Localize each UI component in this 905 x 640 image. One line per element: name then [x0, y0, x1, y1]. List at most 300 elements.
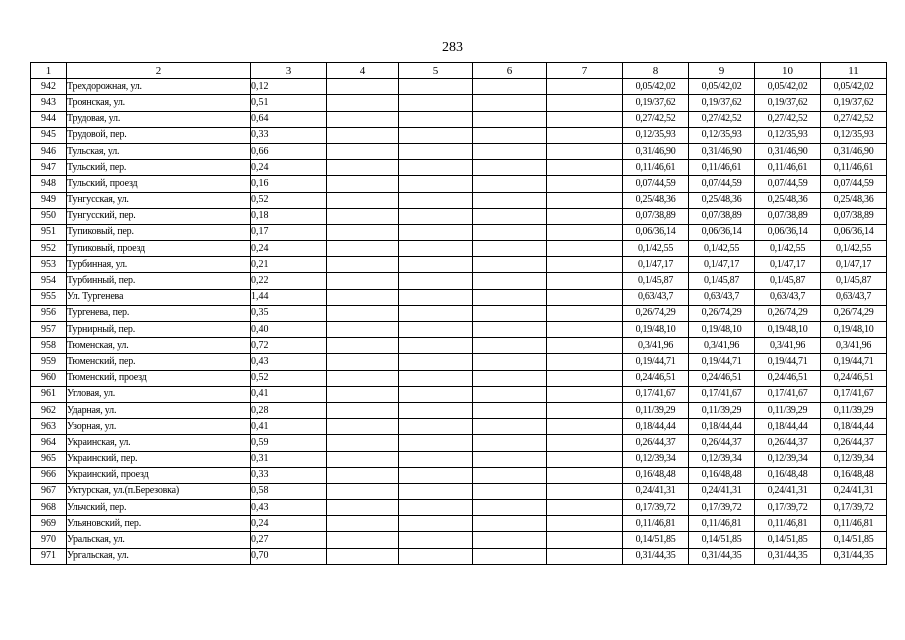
length-cell: 1,44	[251, 289, 327, 305]
length-cell: 0,24	[251, 160, 327, 176]
value-cell-col-10: 0,1/47,17	[755, 257, 821, 273]
street-name-cell: Тунгусская, ул.	[67, 192, 251, 208]
street-name-cell: Трудовая, ул.	[67, 111, 251, 127]
value-cell-col-9: 0,1/47,17	[689, 257, 755, 273]
table-row	[31, 532, 887, 548]
table-row	[31, 451, 887, 467]
street-name-cell: Трудовой, пер.	[67, 127, 251, 143]
empty-cell-col-5	[399, 500, 473, 516]
street-name-cell: Тульский, пер.	[67, 160, 251, 176]
empty-cell-col-6	[473, 160, 547, 176]
value-cell-col-11: 0,05/42,02	[821, 79, 887, 95]
length-cell: 0,72	[251, 338, 327, 354]
value-cell-col-9: 0,19/44,71	[689, 354, 755, 370]
value-cell-col-9: 0,24/41,31	[689, 483, 755, 499]
row-number-cell: 950	[31, 208, 67, 224]
empty-cell-col-4	[327, 143, 399, 159]
street-name-cell: Уральская, ул.	[67, 532, 251, 548]
empty-cell-col-4	[327, 273, 399, 289]
value-cell-col-8: 0,25/48,36	[623, 192, 689, 208]
empty-cell-col-6	[473, 95, 547, 111]
value-cell-col-11: 0,19/44,71	[821, 354, 887, 370]
length-cell: 0,21	[251, 257, 327, 273]
empty-cell-col-7	[547, 435, 623, 451]
table-row	[31, 419, 887, 435]
value-cell-col-8: 0,11/46,81	[623, 516, 689, 532]
empty-cell-col-5	[399, 483, 473, 499]
table-row	[31, 500, 887, 516]
empty-cell-col-5	[399, 402, 473, 418]
value-cell-col-11: 0,11/46,81	[821, 516, 887, 532]
row-number-cell: 949	[31, 192, 67, 208]
table-row	[31, 338, 887, 354]
length-cell: 0,43	[251, 500, 327, 516]
empty-cell-col-4	[327, 127, 399, 143]
street-name-cell: Украинский, пер.	[67, 451, 251, 467]
street-name-cell: Украинская, ул.	[67, 435, 251, 451]
value-cell-col-8: 0,31/46,90	[623, 143, 689, 159]
empty-cell-col-4	[327, 451, 399, 467]
value-cell-col-8: 0,18/44,44	[623, 419, 689, 435]
value-cell-col-8: 0,24/41,31	[623, 483, 689, 499]
length-cell: 0,27	[251, 532, 327, 548]
value-cell-col-9: 0,27/42,52	[689, 111, 755, 127]
length-cell: 0,51	[251, 95, 327, 111]
length-cell: 0,35	[251, 305, 327, 321]
value-cell-col-8: 0,12/39,34	[623, 451, 689, 467]
value-cell-col-9: 0,26/44,37	[689, 435, 755, 451]
value-cell-col-10: 0,1/42,55	[755, 241, 821, 257]
column-header-2: 2	[67, 63, 251, 79]
row-number-cell: 952	[31, 241, 67, 257]
length-cell: 0,24	[251, 241, 327, 257]
empty-cell-col-6	[473, 273, 547, 289]
table-row	[31, 160, 887, 176]
value-cell-col-11: 0,18/44,44	[821, 419, 887, 435]
value-cell-col-10: 0,27/42,52	[755, 111, 821, 127]
value-cell-col-9: 0,1/42,55	[689, 241, 755, 257]
empty-cell-col-6	[473, 402, 547, 418]
street-data-table	[30, 62, 887, 565]
table-row	[31, 79, 887, 95]
table-row	[31, 467, 887, 483]
value-cell-col-10: 0,26/74,29	[755, 305, 821, 321]
empty-cell-col-5	[399, 111, 473, 127]
value-cell-col-9: 0,63/43,7	[689, 289, 755, 305]
value-cell-col-8: 0,12/35,93	[623, 127, 689, 143]
empty-cell-col-6	[473, 467, 547, 483]
row-number-cell: 963	[31, 419, 67, 435]
empty-cell-col-6	[473, 386, 547, 402]
value-cell-col-9: 0,12/39,34	[689, 451, 755, 467]
column-header-1: 1	[31, 63, 67, 79]
empty-cell-col-6	[473, 419, 547, 435]
value-cell-col-8: 0,14/51,85	[623, 532, 689, 548]
value-cell-col-10: 0,19/48,10	[755, 322, 821, 338]
empty-cell-col-4	[327, 305, 399, 321]
length-cell: 0,33	[251, 127, 327, 143]
column-header-5: 5	[399, 63, 473, 79]
table-row	[31, 176, 887, 192]
empty-cell-col-6	[473, 111, 547, 127]
table-row	[31, 241, 887, 257]
street-name-cell: Троянская, ул.	[67, 95, 251, 111]
empty-cell-col-4	[327, 176, 399, 192]
street-name-cell: Угловая, ул.	[67, 386, 251, 402]
table-row	[31, 548, 887, 564]
value-cell-col-11: 0,16/48,48	[821, 467, 887, 483]
value-cell-col-11: 0,14/51,85	[821, 532, 887, 548]
empty-cell-col-6	[473, 548, 547, 564]
value-cell-col-9: 0,19/37,62	[689, 95, 755, 111]
value-cell-col-11: 0,24/41,31	[821, 483, 887, 499]
empty-cell-col-7	[547, 451, 623, 467]
empty-cell-col-5	[399, 516, 473, 532]
empty-cell-col-7	[547, 338, 623, 354]
street-name-cell: Уктурская, ул.(п.Березовка)	[67, 483, 251, 499]
row-number-cell: 948	[31, 176, 67, 192]
column-header-6: 6	[473, 63, 547, 79]
value-cell-col-11: 0,11/39,29	[821, 402, 887, 418]
value-cell-col-10: 0,3/41,96	[755, 338, 821, 354]
length-cell: 0,43	[251, 354, 327, 370]
empty-cell-col-7	[547, 192, 623, 208]
value-cell-col-11: 0,27/42,52	[821, 111, 887, 127]
empty-cell-col-5	[399, 435, 473, 451]
value-cell-col-10: 0,11/46,61	[755, 160, 821, 176]
empty-cell-col-4	[327, 257, 399, 273]
value-cell-col-11: 0,19/48,10	[821, 322, 887, 338]
column-header-11: 11	[821, 63, 887, 79]
value-cell-col-10: 0,06/36,14	[755, 224, 821, 240]
row-number-cell: 947	[31, 160, 67, 176]
value-cell-col-9: 0,3/41,96	[689, 338, 755, 354]
length-cell: 0,59	[251, 435, 327, 451]
street-name-cell: Тунгусский, пер.	[67, 208, 251, 224]
value-cell-col-10: 0,63/43,7	[755, 289, 821, 305]
street-name-cell: Трехдорожная, ул.	[67, 79, 251, 95]
street-name-cell: Тургенева, пер.	[67, 305, 251, 321]
empty-cell-col-6	[473, 435, 547, 451]
length-cell: 0,41	[251, 386, 327, 402]
empty-cell-col-4	[327, 419, 399, 435]
value-cell-col-11: 0,17/39,72	[821, 500, 887, 516]
value-cell-col-10: 0,17/39,72	[755, 500, 821, 516]
street-name-cell: Ул. Тургенева	[67, 289, 251, 305]
value-cell-col-9: 0,11/39,29	[689, 402, 755, 418]
row-number-cell: 966	[31, 467, 67, 483]
empty-cell-col-7	[547, 500, 623, 516]
value-cell-col-10: 0,31/44,35	[755, 548, 821, 564]
street-name-cell: Украинский, проезд	[67, 467, 251, 483]
street-name-cell: Ударная, ул.	[67, 402, 251, 418]
street-name-cell: Ульчский, пер.	[67, 500, 251, 516]
length-cell: 0,41	[251, 419, 327, 435]
street-name-cell: Турбинная, ул.	[67, 257, 251, 273]
empty-cell-col-4	[327, 79, 399, 95]
value-cell-col-8: 0,16/48,48	[623, 467, 689, 483]
row-number-cell: 953	[31, 257, 67, 273]
value-cell-col-11: 0,1/45,87	[821, 273, 887, 289]
street-name-cell: Ургальская, ул.	[67, 548, 251, 564]
empty-cell-col-4	[327, 322, 399, 338]
empty-cell-col-6	[473, 257, 547, 273]
value-cell-col-10: 0,11/39,29	[755, 402, 821, 418]
value-cell-col-10: 0,31/46,90	[755, 143, 821, 159]
empty-cell-col-4	[327, 402, 399, 418]
empty-cell-col-4	[327, 548, 399, 564]
row-number-cell: 969	[31, 516, 67, 532]
empty-cell-col-4	[327, 532, 399, 548]
value-cell-col-9: 0,14/51,85	[689, 532, 755, 548]
empty-cell-col-4	[327, 95, 399, 111]
street-name-cell: Тюменская, ул.	[67, 338, 251, 354]
empty-cell-col-6	[473, 322, 547, 338]
length-cell: 0,24	[251, 516, 327, 532]
empty-cell-col-7	[547, 79, 623, 95]
column-header-3: 3	[251, 63, 327, 79]
empty-cell-col-5	[399, 257, 473, 273]
value-cell-col-9: 0,18/44,44	[689, 419, 755, 435]
value-cell-col-9: 0,26/74,29	[689, 305, 755, 321]
row-number-cell: 951	[31, 224, 67, 240]
length-cell: 0,70	[251, 548, 327, 564]
value-cell-col-8: 0,63/43,7	[623, 289, 689, 305]
length-cell: 0,52	[251, 192, 327, 208]
street-name-cell: Тюменский, пер.	[67, 354, 251, 370]
value-cell-col-9: 0,06/36,14	[689, 224, 755, 240]
street-name-cell: Турбинный, пер.	[67, 273, 251, 289]
empty-cell-col-4	[327, 354, 399, 370]
empty-cell-col-5	[399, 273, 473, 289]
table-row	[31, 354, 887, 370]
empty-cell-col-6	[473, 532, 547, 548]
value-cell-col-10: 0,19/37,62	[755, 95, 821, 111]
empty-cell-col-5	[399, 451, 473, 467]
empty-cell-col-7	[547, 241, 623, 257]
value-cell-col-8: 0,1/42,55	[623, 241, 689, 257]
row-number-cell: 944	[31, 111, 67, 127]
empty-cell-col-5	[399, 305, 473, 321]
table-row	[31, 402, 887, 418]
row-number-cell: 958	[31, 338, 67, 354]
row-number-cell: 961	[31, 386, 67, 402]
empty-cell-col-7	[547, 176, 623, 192]
empty-cell-col-7	[547, 160, 623, 176]
length-cell: 0,16	[251, 176, 327, 192]
empty-cell-col-6	[473, 143, 547, 159]
value-cell-col-10: 0,07/44,59	[755, 176, 821, 192]
length-cell: 0,33	[251, 467, 327, 483]
empty-cell-col-7	[547, 95, 623, 111]
value-cell-col-11: 0,26/74,29	[821, 305, 887, 321]
table-row	[31, 386, 887, 402]
row-number-cell: 960	[31, 370, 67, 386]
empty-cell-col-6	[473, 305, 547, 321]
value-cell-col-9: 0,11/46,61	[689, 160, 755, 176]
empty-cell-col-4	[327, 224, 399, 240]
empty-cell-col-7	[547, 111, 623, 127]
value-cell-col-8: 0,19/44,71	[623, 354, 689, 370]
table-row	[31, 257, 887, 273]
empty-cell-col-5	[399, 79, 473, 95]
value-cell-col-9: 0,17/41,67	[689, 386, 755, 402]
empty-cell-col-7	[547, 224, 623, 240]
value-cell-col-10: 0,18/44,44	[755, 419, 821, 435]
row-number-cell: 955	[31, 289, 67, 305]
row-number-cell: 957	[31, 322, 67, 338]
length-cell: 0,31	[251, 451, 327, 467]
value-cell-col-8: 0,05/42,02	[623, 79, 689, 95]
empty-cell-col-7	[547, 322, 623, 338]
value-cell-col-11: 0,07/44,59	[821, 176, 887, 192]
empty-cell-col-7	[547, 289, 623, 305]
length-cell: 0,52	[251, 370, 327, 386]
length-cell: 0,64	[251, 111, 327, 127]
value-cell-col-9: 0,1/45,87	[689, 273, 755, 289]
table-row	[31, 322, 887, 338]
empty-cell-col-6	[473, 176, 547, 192]
empty-cell-col-7	[547, 143, 623, 159]
table-row	[31, 435, 887, 451]
value-cell-col-11: 0,11/46,61	[821, 160, 887, 176]
row-number-cell: 954	[31, 273, 67, 289]
length-cell: 0,40	[251, 322, 327, 338]
value-cell-col-9: 0,12/35,93	[689, 127, 755, 143]
length-cell: 0,66	[251, 143, 327, 159]
value-cell-col-9: 0,17/39,72	[689, 500, 755, 516]
empty-cell-col-5	[399, 532, 473, 548]
empty-cell-col-5	[399, 467, 473, 483]
empty-cell-col-7	[547, 386, 623, 402]
value-cell-col-9: 0,07/38,89	[689, 208, 755, 224]
table-row	[31, 143, 887, 159]
empty-cell-col-6	[473, 241, 547, 257]
empty-cell-col-4	[327, 241, 399, 257]
empty-cell-col-4	[327, 289, 399, 305]
empty-cell-col-6	[473, 451, 547, 467]
value-cell-col-11: 0,07/38,89	[821, 208, 887, 224]
value-cell-col-8: 0,19/48,10	[623, 322, 689, 338]
length-cell: 0,18	[251, 208, 327, 224]
row-number-cell: 959	[31, 354, 67, 370]
empty-cell-col-5	[399, 548, 473, 564]
empty-cell-col-4	[327, 435, 399, 451]
row-number-cell: 964	[31, 435, 67, 451]
empty-cell-col-5	[399, 354, 473, 370]
length-cell: 0,22	[251, 273, 327, 289]
value-cell-col-10: 0,05/42,02	[755, 79, 821, 95]
row-number-cell: 956	[31, 305, 67, 321]
row-number-cell: 965	[31, 451, 67, 467]
table-body	[31, 79, 887, 565]
length-cell: 0,12	[251, 79, 327, 95]
empty-cell-col-4	[327, 111, 399, 127]
value-cell-col-8: 0,07/38,89	[623, 208, 689, 224]
table-row	[31, 483, 887, 499]
row-number-cell: 968	[31, 500, 67, 516]
value-cell-col-9: 0,31/46,90	[689, 143, 755, 159]
street-name-cell: Турнирный, пер.	[67, 322, 251, 338]
empty-cell-col-7	[547, 208, 623, 224]
value-cell-col-8: 0,3/41,96	[623, 338, 689, 354]
empty-cell-col-5	[399, 143, 473, 159]
column-header-9: 9	[689, 63, 755, 79]
empty-cell-col-5	[399, 160, 473, 176]
empty-cell-col-7	[547, 483, 623, 499]
empty-cell-col-7	[547, 532, 623, 548]
value-cell-col-9: 0,31/44,35	[689, 548, 755, 564]
value-cell-col-8: 0,17/41,67	[623, 386, 689, 402]
value-cell-col-8: 0,27/42,52	[623, 111, 689, 127]
value-cell-col-10: 0,1/45,87	[755, 273, 821, 289]
row-number-cell: 945	[31, 127, 67, 143]
value-cell-col-10: 0,12/35,93	[755, 127, 821, 143]
length-cell: 0,28	[251, 402, 327, 418]
empty-cell-col-7	[547, 370, 623, 386]
empty-cell-col-7	[547, 305, 623, 321]
empty-cell-col-7	[547, 419, 623, 435]
value-cell-col-11: 0,24/46,51	[821, 370, 887, 386]
value-cell-col-8: 0,07/44,59	[623, 176, 689, 192]
empty-cell-col-5	[399, 224, 473, 240]
row-number-cell: 967	[31, 483, 67, 499]
value-cell-col-8: 0,17/39,72	[623, 500, 689, 516]
column-header-8: 8	[623, 63, 689, 79]
value-cell-col-11: 0,31/46,90	[821, 143, 887, 159]
table-row	[31, 273, 887, 289]
table-row	[31, 208, 887, 224]
value-cell-col-9: 0,19/48,10	[689, 322, 755, 338]
value-cell-col-11: 0,1/47,17	[821, 257, 887, 273]
value-cell-col-10: 0,07/38,89	[755, 208, 821, 224]
empty-cell-col-7	[547, 516, 623, 532]
street-name-cell: Тупиковый, пер.	[67, 224, 251, 240]
empty-cell-col-5	[399, 289, 473, 305]
table-row	[31, 95, 887, 111]
value-cell-col-11: 0,1/42,55	[821, 241, 887, 257]
table-row	[31, 127, 887, 143]
empty-cell-col-4	[327, 500, 399, 516]
table-row	[31, 111, 887, 127]
empty-cell-col-7	[547, 354, 623, 370]
empty-cell-col-5	[399, 338, 473, 354]
street-name-cell: Тульская, ул.	[67, 143, 251, 159]
value-cell-col-11: 0,12/39,34	[821, 451, 887, 467]
value-cell-col-11: 0,19/37,62	[821, 95, 887, 111]
value-cell-col-8: 0,19/37,62	[623, 95, 689, 111]
empty-cell-col-7	[547, 548, 623, 564]
value-cell-col-11: 0,26/44,37	[821, 435, 887, 451]
empty-cell-col-6	[473, 370, 547, 386]
empty-cell-col-4	[327, 467, 399, 483]
empty-cell-col-6	[473, 516, 547, 532]
empty-cell-col-6	[473, 338, 547, 354]
value-cell-col-10: 0,17/41,67	[755, 386, 821, 402]
value-cell-col-9: 0,11/46,81	[689, 516, 755, 532]
empty-cell-col-4	[327, 516, 399, 532]
value-cell-col-8: 0,1/47,17	[623, 257, 689, 273]
street-name-cell: Тюменский, проезд	[67, 370, 251, 386]
value-cell-col-10: 0,24/46,51	[755, 370, 821, 386]
value-cell-col-10: 0,16/48,48	[755, 467, 821, 483]
street-name-cell: Тульский, проезд	[67, 176, 251, 192]
empty-cell-col-6	[473, 208, 547, 224]
header-row	[31, 63, 887, 79]
empty-cell-col-4	[327, 386, 399, 402]
page-number: 283	[442, 40, 463, 55]
empty-cell-col-7	[547, 127, 623, 143]
